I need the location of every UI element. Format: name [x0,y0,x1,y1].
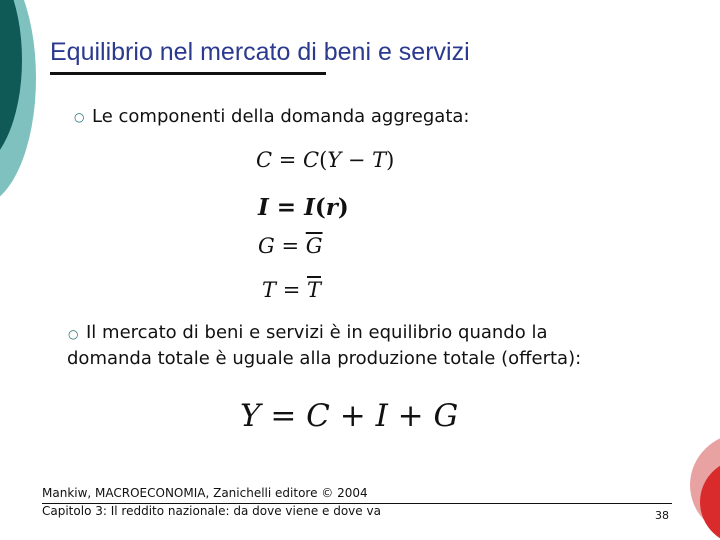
footer-source: Mankiw, MACROECONOMIA, Zanichelli editore © 2004 [42,486,368,500]
bullet-text-equilibrium-line2: domanda totale è uguale alla produzione totale (offerta): [67,348,582,369]
bullet-text-equilibrium-line1: Il mercato di beni e servizi è in equilibrio quando la [86,322,548,343]
bullet-text-components: Le componenti della domanda aggregata: [92,106,470,127]
right-red-decoration [684,430,720,540]
bullet-ring-icon: ○ [74,110,85,124]
equation-taxes: $T = \overline{T}$ [262,278,321,302]
title-underline [50,72,326,75]
equation-consumption: C = C(Y − T) [256,148,395,172]
footer-chapter: Capitolo 3: Il reddito nazionale: da dove viene e dove va [42,504,381,518]
equation-investment: I = I(r) [258,194,349,221]
equation-government: $G = \overline{G}$ [258,234,323,258]
page-number: 38 [655,509,669,522]
left-teal-decoration [0,0,40,210]
equation-equilibrium: Y = C + I + G [240,398,459,434]
bullet-ring-icon: ○ [68,327,79,341]
slide-title: Equilibrio nel mercato di beni e servizi [50,38,470,66]
